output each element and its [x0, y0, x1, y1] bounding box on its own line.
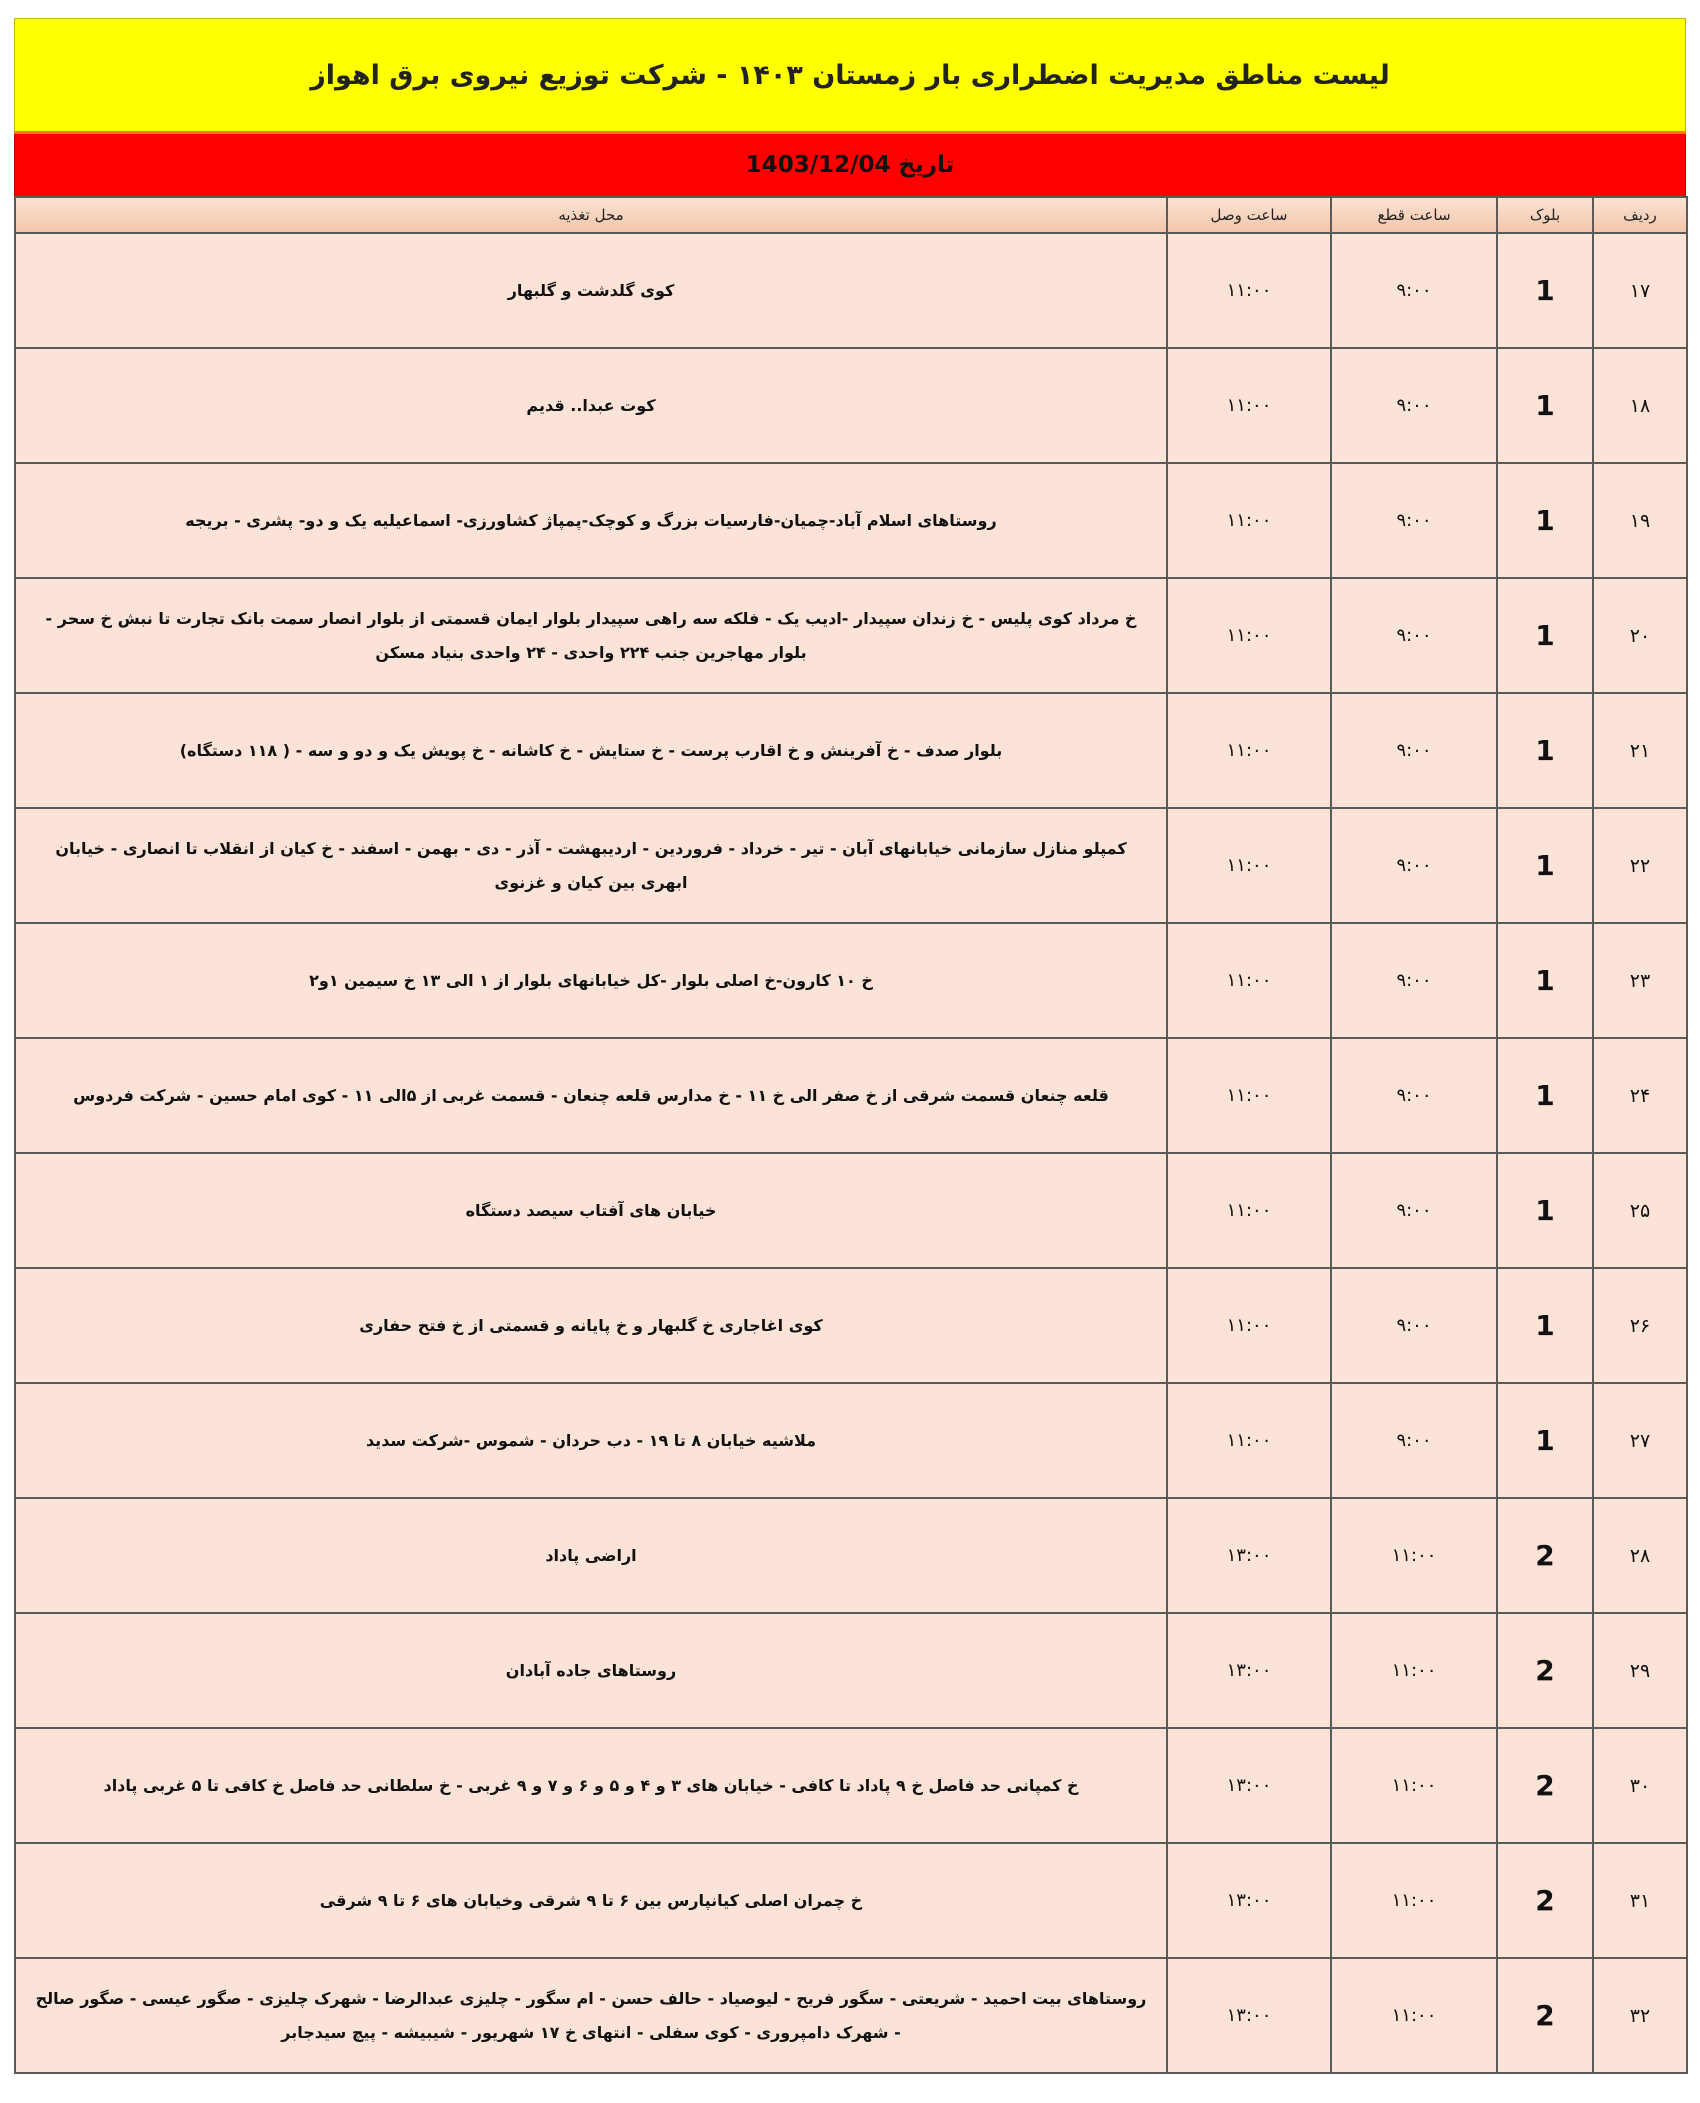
block-number: 1 [1497, 348, 1593, 463]
block-number: 2 [1497, 1728, 1593, 1843]
row-number: ۱۹ [1593, 463, 1687, 578]
feed-area: بلوار صدف - خ آفرینش و خ اقارب پرست - خ ستایش - خ کاشانه - خ پویش یک و دو و سه - ( ۱۱۸ دستگاه) [15, 693, 1167, 808]
table-row [15, 1383, 1687, 1498]
row-number: ۱۸ [1593, 348, 1687, 463]
row-number: ۳۰ [1593, 1728, 1687, 1843]
feed-area: روستاهای بیت احمید - شریعتی - سگور فریح - لیوصیاد - حالف حسن - ام سگور - چلیزی عبدالرضا - شهرک چلیزی - صگور عیسی - صگور صالح - شهرک دامپروری - کوی سفلی - انتهای خ ۱۷ شهریور - شیبیشه - پیچ سیدجابر [15, 1958, 1167, 2073]
cut-time: ۱۱:۰۰ [1331, 1843, 1497, 1958]
block-number: 2 [1497, 1958, 1593, 2073]
outage-table [14, 196, 1688, 2074]
block-number: 1 [1497, 463, 1593, 578]
cut-time: ۹:۰۰ [1331, 693, 1497, 808]
connect-time: ۱۱:۰۰ [1167, 348, 1331, 463]
block-number: 1 [1497, 808, 1593, 923]
connect-time: ۱۱:۰۰ [1167, 1383, 1331, 1498]
block-number: 1 [1497, 923, 1593, 1038]
feed-area: کوی اغاجاری خ گلبهار و خ پایانه و قسمتی از خ فتح حفاری [15, 1268, 1167, 1383]
block-number: 1 [1497, 578, 1593, 693]
connect-time: ۱۱:۰۰ [1167, 1268, 1331, 1383]
cut-time: ۹:۰۰ [1331, 923, 1497, 1038]
feed-area: خیابان های آفتاب سیصد دستگاه [15, 1153, 1167, 1268]
table-row [15, 1958, 1687, 2073]
table-row [15, 233, 1687, 348]
connect-time: ۱۳:۰۰ [1167, 1498, 1331, 1613]
table-row [15, 1153, 1687, 1268]
table-row [15, 1843, 1687, 1958]
row-number: ۲۷ [1593, 1383, 1687, 1498]
cut-time: ۹:۰۰ [1331, 1268, 1497, 1383]
cut-time: ۹:۰۰ [1331, 808, 1497, 923]
cut-time: ۱۱:۰۰ [1331, 1728, 1497, 1843]
cut-time: ۹:۰۰ [1331, 348, 1497, 463]
block-number: 1 [1497, 1268, 1593, 1383]
row-number: ۳۱ [1593, 1843, 1687, 1958]
cut-time: ۹:۰۰ [1331, 1383, 1497, 1498]
table-row [15, 808, 1687, 923]
table-row [15, 348, 1687, 463]
table-row [15, 1038, 1687, 1153]
table-row [15, 578, 1687, 693]
connect-time: ۱۱:۰۰ [1167, 1153, 1331, 1268]
feed-area: ملاشیه خیابان ۸ تا ۱۹ - دب حردان - شموس -شرکت سدید [15, 1383, 1167, 1498]
row-number: ۲۴ [1593, 1038, 1687, 1153]
connect-time: ۱۳:۰۰ [1167, 1958, 1331, 2073]
connect-time: ۱۳:۰۰ [1167, 1843, 1331, 1958]
table-header-row [15, 197, 1687, 233]
block-number: 1 [1497, 693, 1593, 808]
feed-area: خ کمپانی حد فاصل خ ۹ پاداد تا کافی - خیابان های ۳ و ۴ و ۵ و ۶ و ۷ و ۹ غربی - خ سلطانی حد فاصل خ کافی تا ۵ غربی پاداد [15, 1728, 1167, 1843]
table-row [15, 1613, 1687, 1728]
connect-time: ۱۳:۰۰ [1167, 1728, 1331, 1843]
feed-area: روستاهای اسلام آباد-چمیان-فارسیات بزرگ و کوچک-پمپاژ کشاورزی- اسماعیلیه یک و دو- پشری - بریجه [15, 463, 1167, 578]
feed-area: کوت عبدا.. قدیم [15, 348, 1167, 463]
connect-time: ۱۱:۰۰ [1167, 808, 1331, 923]
table-row [15, 463, 1687, 578]
row-number: ۲۵ [1593, 1153, 1687, 1268]
cut-time: ۹:۰۰ [1331, 233, 1497, 348]
cut-time: ۹:۰۰ [1331, 1153, 1497, 1268]
cut-time: ۹:۰۰ [1331, 1038, 1497, 1153]
block-number: 2 [1497, 1498, 1593, 1613]
block-number: 2 [1497, 1613, 1593, 1728]
row-number: ۲۲ [1593, 808, 1687, 923]
feed-area: خ ۱۰ کارون-خ اصلی بلوار -کل خیابانهای بلوار از ۱ الی ۱۳ خ سیمین ۱و۲ [15, 923, 1167, 1038]
table-row [15, 923, 1687, 1038]
block-number: 2 [1497, 1843, 1593, 1958]
feed-area: روستاهای جاده آبادان [15, 1613, 1167, 1728]
row-number: ۱۷ [1593, 233, 1687, 348]
table-row [15, 1728, 1687, 1843]
col-header-area: محل تغذیه [15, 197, 1167, 233]
col-header-connect-time: ساعت وصل [1167, 197, 1331, 233]
cut-time: ۱۱:۰۰ [1331, 1498, 1497, 1613]
cut-time: ۹:۰۰ [1331, 578, 1497, 693]
connect-time: ۱۱:۰۰ [1167, 463, 1331, 578]
page-title: لیست مناطق مدیریت اضطراری بار زمستان ۱۴۰۳ - شرکت توزیع نیروی برق اهواز [310, 59, 1390, 91]
date-label: تاریخ 1403/12/04 [745, 152, 955, 178]
row-number: ۳۲ [1593, 1958, 1687, 2073]
title-bar [14, 18, 1686, 134]
row-number: ۲۰ [1593, 578, 1687, 693]
row-number: ۲۹ [1593, 1613, 1687, 1728]
block-number: 1 [1497, 1383, 1593, 1498]
feed-area: کوی گلدشت و گلبهار [15, 233, 1167, 348]
connect-time: ۱۳:۰۰ [1167, 1613, 1331, 1728]
feed-area: کمپلو منازل سازمانی خیابانهای آبان - تیر - خرداد - فروردین - اردیبهشت - آذر - دی - بهمن - اسفند - خ کیان از انقلاب تا انصاری - خیابان ابهری بین کیان و غزنوی [15, 808, 1167, 923]
cut-time: ۱۱:۰۰ [1331, 1958, 1497, 2073]
block-number: 1 [1497, 1153, 1593, 1268]
block-number: 1 [1497, 1038, 1593, 1153]
date-bar [14, 134, 1686, 196]
connect-time: ۱۱:۰۰ [1167, 923, 1331, 1038]
connect-time: ۱۱:۰۰ [1167, 1038, 1331, 1153]
table-row [15, 1268, 1687, 1383]
connect-time: ۱۱:۰۰ [1167, 578, 1331, 693]
row-number: ۲۸ [1593, 1498, 1687, 1613]
connect-time: ۱۱:۰۰ [1167, 693, 1331, 808]
row-number: ۲۳ [1593, 923, 1687, 1038]
cut-time: ۱۱:۰۰ [1331, 1613, 1497, 1728]
feed-area: اراضی پاداد [15, 1498, 1167, 1613]
schedule-sheet [14, 18, 1686, 2074]
connect-time: ۱۱:۰۰ [1167, 233, 1331, 348]
feed-area: خ مرداد کوی پلیس - خ زندان سپیدار -ادیب یک - فلکه سه راهی سپیدار بلوار ایمان قسمتی از بلوار انصار سمت بانک تجارت تا نبش خ سحر - بلوار مهاجرین جنب ۲۲۴ واحدی - ۲۴ واحدی بنیاد مسکن [15, 578, 1167, 693]
col-header-block: بلوک [1497, 197, 1593, 233]
feed-area: خ چمران اصلی کیانپارس بین ۶ تا ۹ شرقی وخیابان های ۶ تا ۹ شرقی [15, 1843, 1167, 1958]
block-number: 1 [1497, 233, 1593, 348]
row-number: ۲۶ [1593, 1268, 1687, 1383]
row-number: ۲۱ [1593, 693, 1687, 808]
col-header-cut-time: ساعت قطع [1331, 197, 1497, 233]
feed-area: قلعه چنعان قسمت شرقی از خ صفر الی خ ۱۱ - خ مدارس قلعه چنعان - قسمت غربی از ۵الی ۱۱ - کوی امام حسین - شرکت فردوس [15, 1038, 1167, 1153]
col-header-radif: ردیف [1593, 197, 1687, 233]
table-row [15, 693, 1687, 808]
cut-time: ۹:۰۰ [1331, 463, 1497, 578]
table-row [15, 1498, 1687, 1613]
